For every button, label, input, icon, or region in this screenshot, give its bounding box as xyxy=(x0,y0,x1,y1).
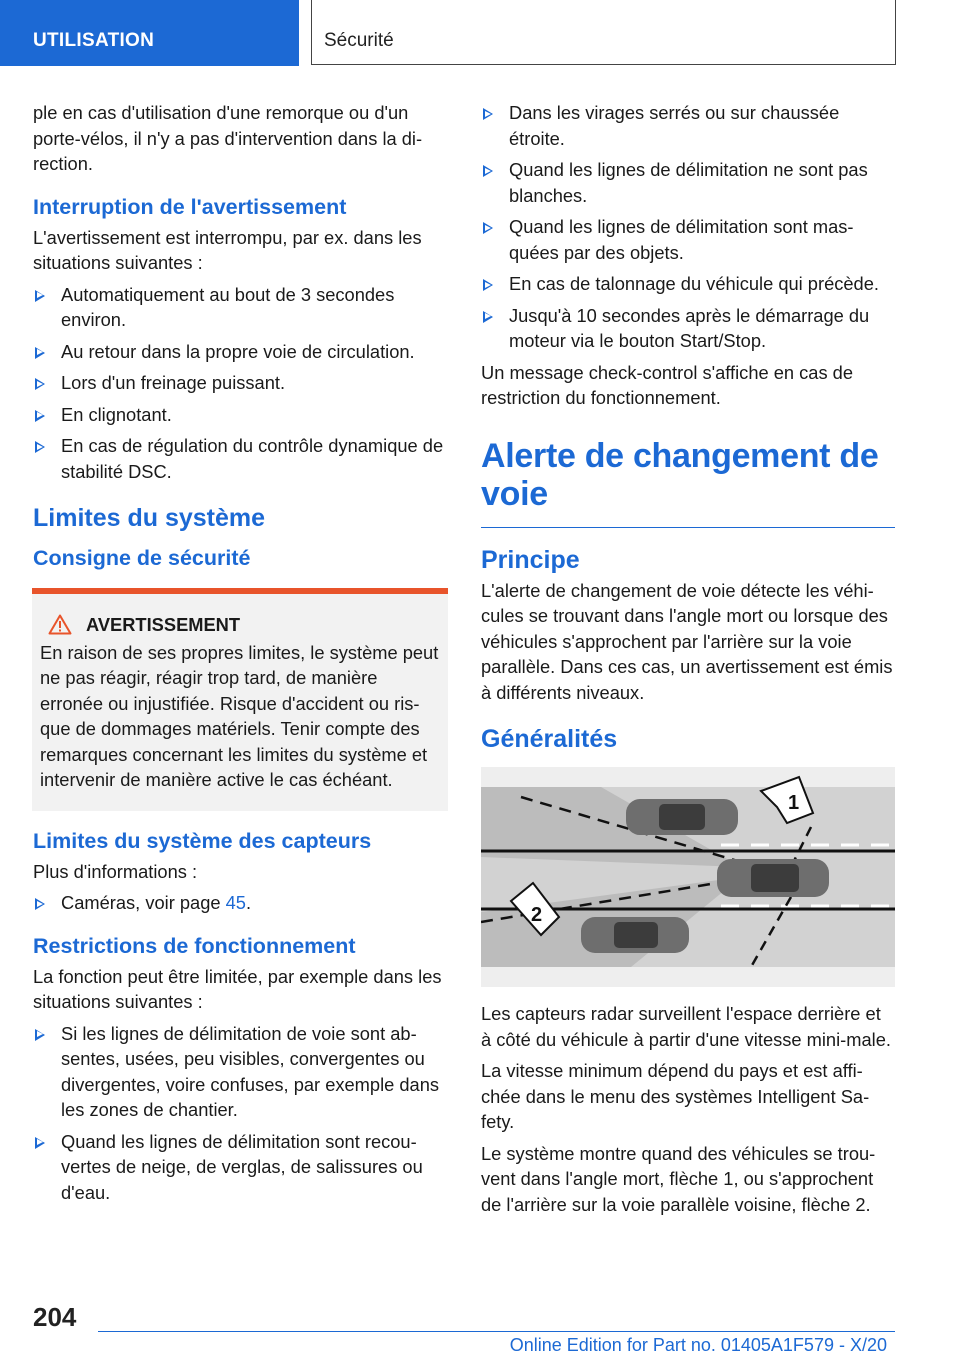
header-chapter-tab xyxy=(311,0,896,65)
list-item: Au retour dans la propre voie de circulation. xyxy=(33,339,448,365)
footer-rule xyxy=(98,1331,895,1332)
bullet-icon xyxy=(483,311,493,323)
car-icon xyxy=(717,859,829,897)
general-paragraph-2: La vitesse minimum dépend du pays et est affi-chée dans le menu des systèmes Intelligent Sa-fety. xyxy=(481,1060,870,1132)
restrictions-heading: Restrictions de fonctionnement xyxy=(33,933,356,958)
header-section-tab xyxy=(0,0,299,66)
bullet-icon xyxy=(35,1137,45,1149)
car-icon xyxy=(626,799,738,835)
general-paragraph-3: Le système montre quand des véhicules se trou-vent dans l'angle mort, flèche 1, ou s'approchent de l'arrière sur la voie parallèle voisine, flèche 2. xyxy=(481,1142,876,1215)
right-column xyxy=(481,100,895,1223)
bullet-icon xyxy=(35,441,45,453)
limits-heading: Limites du système xyxy=(33,504,266,532)
interruption-list xyxy=(33,282,448,485)
warning-text: En raison de ses propres limites, le système peut ne pas réagir, réagir trop tard, de manière erronée ou injustifiée. Risque d'accident ou ris-que de dommages matériels. Tenir compte des remarques concernant les limites du système et intervenir de manière active le cas échéant. xyxy=(40,641,439,790)
list-item: Caméras, voir page 45. xyxy=(33,890,448,916)
title-rule xyxy=(481,527,895,528)
list-item: Lors d'un freinage puissant. xyxy=(33,370,448,396)
svg-text:1: 1 xyxy=(788,792,800,814)
bullet-icon xyxy=(483,165,493,177)
list-item: Quand les lignes de délimitation sont recou-vertes de neige, de verglas, de salissures ou d'eau. xyxy=(33,1129,448,1206)
sensors-heading: Limites du système des capteurs xyxy=(33,828,372,853)
main-section-title: Alerte de changement de voie xyxy=(481,436,879,513)
bullet-icon xyxy=(35,410,45,422)
bullet-icon xyxy=(35,347,45,359)
list-item: Quand les lignes de délimitation sont mas-quées par des objets. xyxy=(481,214,895,265)
sensors-list xyxy=(33,890,448,916)
intro-paragraph: ple en cas d'utilisation d'une remorque ou d'un porte-vélos, il n'y a pas d'intervention dans la di-rection. xyxy=(33,102,423,174)
interruption-heading: Interruption de l'avertissement xyxy=(33,194,347,219)
warning-header xyxy=(40,612,440,638)
bullet-icon xyxy=(35,290,45,302)
general-paragraph-1: Les capteurs radar surveillent l'espace derrière et à côté du véhicule à partir d'une vitesse mini-male. xyxy=(481,1003,891,1050)
bullet-icon xyxy=(35,898,45,910)
list-item: Quand les lignes de délimitation ne sont pas blanches. xyxy=(481,157,895,208)
interruption-text: L'avertissement est interrompu, par ex. dans les situations suivantes : xyxy=(33,226,422,273)
principle-text: L'alerte de changement de voie détecte les véhi-cules se trouvant dans l'angle mort ou lorsque des véhicules s'approchent par l'arrière sur la voie parallèle. Dans ces cas, un avertissement est émis à différents niveaux. xyxy=(481,579,893,703)
footer-edition-text: Online Edition for Part no. 01405A1F579 - X/20 xyxy=(509,1335,887,1355)
principle-heading: Principe xyxy=(481,545,580,574)
lane-change-illustration xyxy=(481,767,895,987)
restrictions-list xyxy=(33,1021,448,1206)
warning-box xyxy=(32,588,448,811)
warning-label: AVERTISSEMENT xyxy=(86,614,241,635)
list-item: Si les lignes de délimitation de voie sont ab-sentes, usées, peu visibles, convergentes ou divergentes, voire confuses, par exemple dans les zones de chantier. xyxy=(33,1021,448,1123)
safety-heading: Consigne de sécurité xyxy=(33,546,251,570)
restrictions-list-continued xyxy=(481,100,895,354)
list-item: En cas de régulation du contrôle dynamique de stabilité DSC. xyxy=(33,433,448,484)
car-icon xyxy=(581,917,689,953)
left-column xyxy=(33,100,448,1211)
page-link[interactable]: 45 xyxy=(225,892,246,913)
bullet-icon xyxy=(483,222,493,234)
sensors-text: Plus d'informations : xyxy=(33,860,198,882)
bullet-icon xyxy=(483,108,493,120)
header-section-label: UTILISATION xyxy=(33,30,155,51)
list-item: Automatiquement au bout de 3 secondes environ. xyxy=(33,282,448,333)
bullet-icon xyxy=(35,1029,45,1041)
list-item: Dans les virages serrés ou sur chaussée étroite. xyxy=(481,100,895,151)
bullet-icon xyxy=(483,279,493,291)
general-heading: Généralités xyxy=(481,725,618,753)
list-item: En clignotant. xyxy=(33,402,448,428)
check-control-paragraph: Un message check-control s'affiche en cas de restriction du fonctionnement. xyxy=(481,361,854,408)
list-item: En cas de talonnage du véhicule qui précède. xyxy=(481,271,895,297)
header-chapter-label: Sécurité xyxy=(324,30,394,51)
warning-triangle-icon xyxy=(48,614,72,635)
bullet-icon xyxy=(35,378,45,390)
list-item: Jusqu'à 10 secondes après le démarrage du moteur via le bouton Start/Stop. xyxy=(481,303,895,354)
svg-text:2: 2 xyxy=(531,904,543,926)
page-number: 204 xyxy=(33,1302,77,1332)
restrictions-text: La fonction peut être limitée, par exemple dans les situations suivantes : xyxy=(33,965,442,1012)
